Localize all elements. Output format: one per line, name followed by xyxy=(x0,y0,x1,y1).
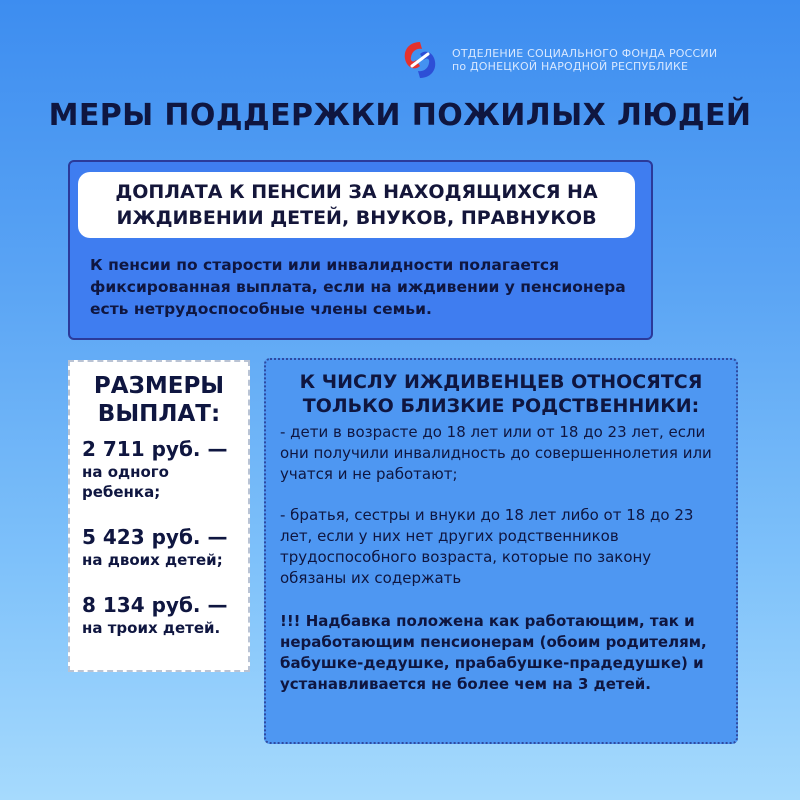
org-header xyxy=(396,36,717,84)
dependents-heading xyxy=(280,370,722,418)
payment-description: на двоих детей; xyxy=(82,551,223,569)
top-panel xyxy=(68,160,653,340)
social-fund-logo-icon xyxy=(396,36,444,84)
org-name xyxy=(452,47,717,73)
payment-item xyxy=(82,524,236,570)
payment-description: на троих детей. xyxy=(82,619,221,637)
payment-item xyxy=(82,592,236,638)
payment-amount: 2 711 руб. — xyxy=(82,437,228,461)
payment-amount: 8 134 руб. — xyxy=(82,593,228,617)
org-name-line2: по ДОНЕЦКОЙ НАРОДНОЙ РЕСПУБЛИКЕ xyxy=(452,60,689,73)
dependents-list xyxy=(280,422,722,589)
top-heading-line2: ИЖДИВЕНИИ ДЕТЕЙ, ВНУКОВ, ПРАВНУКОВ xyxy=(116,207,597,229)
payments-panel xyxy=(68,360,250,672)
important-note: !!! Надбавка положена как работающим, так и неработающим пенсионерам (обоим родителям, бабушке-дедушке, прабабушке-прадедушке) и устанавливается не более чем на 3 детей. xyxy=(280,612,707,693)
dependents-heading-line1: К ЧИСЛУ ИЖДИВЕНЦЕВ ОТНОСЯТСЯ xyxy=(299,371,703,393)
top-heading-pill xyxy=(78,172,635,238)
payments-heading-line1: РАЗМЕРЫ xyxy=(93,373,225,399)
page-title: МЕРЫ ПОДДЕРЖКИ ПОЖИЛЫХ ЛЮДЕЙ xyxy=(48,98,752,133)
dependents-heading-line2: ТОЛЬКО БЛИЗКИЕ РОДСТВЕННИКИ: xyxy=(302,395,700,417)
dependents-item-children: - дети в возрасте до 18 лет или от 18 до 23 лет, если они получили инвалидность до совершеннолетия или учатся и не работают; xyxy=(280,423,712,483)
dependents-panel xyxy=(264,358,738,744)
payments-heading-line2: ВЫПЛАТ: xyxy=(97,401,221,427)
payment-description: на одного ребенка; xyxy=(82,463,169,501)
top-heading-line1: ДОПЛАТА К ПЕНСИИ ЗА НАХОДЯЩИХСЯ НА xyxy=(115,181,598,203)
top-description: К пенсии по старости или инвалидности полагается фиксированная выплата, если на иждивении у пенсионера есть нетрудоспособные члены семьи. xyxy=(90,256,626,318)
org-name-line1: ОТДЕЛЕНИЕ СОЦИАЛЬНОГО ФОНДА РОССИИ xyxy=(452,47,718,60)
payments-heading xyxy=(82,372,236,428)
payment-amount: 5 423 руб. — xyxy=(82,525,228,549)
payment-item xyxy=(82,436,236,502)
dependents-item-siblings: - братья, сестры и внуки до 18 лет либо от 18 до 23 лет, если у них нет других родственников трудоспособного возраста, которые по закону обязаны их содержать xyxy=(280,506,694,587)
